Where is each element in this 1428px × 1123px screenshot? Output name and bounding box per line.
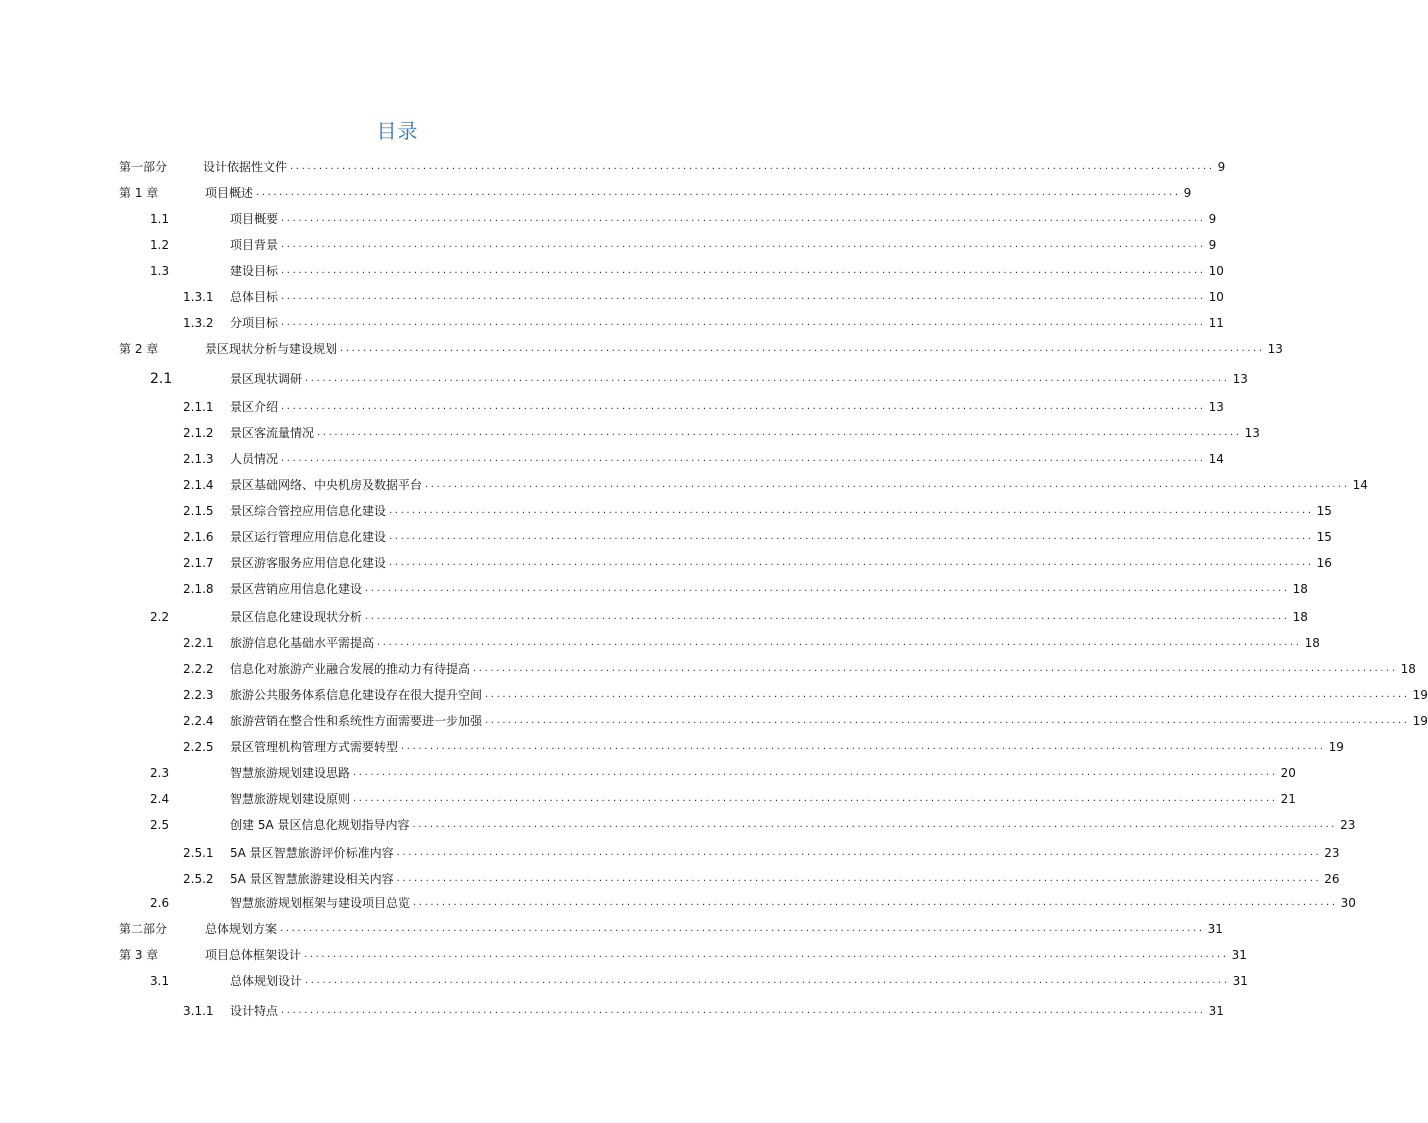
toc-entry[interactable]: [0, 632, 1320, 650]
dot-leader: ................................................................................................................................................................: [401, 741, 1326, 752]
toc-entry-number: 2.2.2: [183, 662, 214, 676]
dot-leader: ................................................................................................................................................................: [389, 505, 1314, 516]
toc-entry[interactable]: [0, 448, 1224, 466]
toc-entry-page: 30: [1340, 896, 1356, 910]
toc-entry-number: 第一部分: [119, 160, 168, 174]
toc-entry-title: 总体规划方案: [205, 922, 278, 936]
dot-leader: ................................................................................................................................................................: [396, 847, 1322, 858]
dot-leader: ................................................................................................................................................................: [377, 637, 1302, 648]
toc-entry-number: 1.1: [150, 212, 170, 226]
dot-leader: ................................................................................................................................................................: [304, 949, 1229, 960]
toc-entry-page: 14: [1208, 452, 1224, 466]
toc-entry-title: 分项目标: [230, 316, 279, 330]
toc-entry-title: 项目总体框架设计: [205, 948, 302, 962]
dot-leader: ................................................................................................................................................................: [290, 161, 1215, 172]
dot-leader: ................................................................................................................................................................: [353, 767, 1278, 778]
toc-entry-title: 总体规划设计: [230, 974, 303, 988]
toc-entry-title: 设计特点: [230, 1004, 279, 1018]
toc-entry[interactable]: [0, 684, 1428, 702]
toc-entry[interactable]: [0, 788, 1296, 806]
toc-entry-page: 18: [1400, 662, 1416, 676]
toc-entry-number: 2.1.3: [183, 452, 214, 466]
toc-entry-number: 2.6: [150, 896, 170, 910]
dot-leader: ................................................................................................................................................................: [305, 975, 1230, 986]
toc-entry-title: 建设目标: [230, 264, 279, 278]
toc-entry-page: 13: [1244, 426, 1260, 440]
toc-entry-page: 18: [1304, 636, 1320, 650]
toc-entry-title: 智慧旅游规划建设原则: [230, 792, 351, 806]
toc-title: 目录: [376, 119, 419, 143]
toc-entry-title: 智慧旅游规划框架与建设项目总览: [230, 896, 411, 910]
toc-entry-page: 19: [1412, 714, 1428, 728]
dot-leader: ................................................................................................................................................................: [485, 715, 1410, 726]
toc-entry[interactable]: [0, 578, 1308, 596]
toc-entry-number: 2.1: [150, 371, 173, 387]
toc-entry-number: 2.2: [150, 610, 170, 624]
toc-entry[interactable]: [0, 260, 1224, 278]
toc-entry-page: 23: [1340, 818, 1356, 832]
toc-entry-page: 13: [1232, 372, 1248, 386]
toc-entry-page: 31: [1232, 974, 1248, 988]
toc-entry[interactable]: [0, 368, 1248, 387]
dot-leader: ................................................................................................................................................................: [281, 239, 1206, 250]
toc-entry-title: 人员情况: [230, 452, 279, 466]
toc-entry-number: 2.1.5: [183, 504, 214, 518]
toc-entry-number: 2.3: [150, 766, 170, 780]
toc-entry-title: 智慧旅游规划建设思路: [230, 766, 351, 780]
toc-entry-page: 15: [1316, 504, 1332, 518]
toc-entry-page: 20: [1280, 766, 1296, 780]
dot-leader: ................................................................................................................................................................: [412, 819, 1338, 830]
toc-entry-number: 第 2 章: [119, 342, 159, 356]
dot-leader: ................................................................................................................................................................: [281, 1005, 1206, 1016]
toc-entry-title: 信息化对旅游产业融合发展的推动力有待提高: [230, 662, 471, 676]
toc-entry[interactable]: [0, 868, 1340, 886]
toc-entry-title: 景区现状调研: [230, 372, 303, 386]
dot-leader: ................................................................................................................................................................: [281, 291, 1206, 302]
toc-entry-title: 景区管理机构管理方式需要转型: [230, 740, 399, 754]
toc-entry-number: 2.1.2: [183, 426, 214, 440]
toc-entry[interactable]: [0, 474, 1368, 492]
dot-leader: ................................................................................................................................................................: [425, 479, 1350, 490]
toc-entry-title: 景区综合管控应用信息化建设: [230, 504, 387, 518]
toc-entry-number: 2.5: [150, 818, 170, 832]
toc-entry-number: 第 3 章: [119, 948, 159, 962]
toc-entry[interactable]: [0, 500, 1332, 518]
toc-entry-title: 旅游营销在整合性和系统性方面需要进一步加强: [230, 714, 483, 728]
dot-leader: ................................................................................................................................................................: [485, 689, 1410, 700]
dot-leader: ................................................................................................................................................................: [281, 401, 1206, 412]
toc-entry[interactable]: [0, 658, 1416, 676]
toc-entry-number: 2.1.7: [183, 556, 214, 570]
toc-entry-page: 18: [1292, 610, 1308, 624]
dot-leader: ................................................................................................................................................................: [413, 897, 1338, 908]
toc-entry-title: 创建 5A 景区信息化规划指导内容: [230, 818, 410, 832]
dot-leader: ................................................................................................................................................................: [396, 873, 1322, 884]
toc-entry-page: 31: [1208, 1004, 1224, 1018]
toc-entry-page: 9: [1217, 160, 1226, 174]
toc-entry-page: 23: [1324, 846, 1340, 860]
toc-entry-page: 21: [1280, 792, 1296, 806]
dot-leader: ................................................................................................................................................................: [353, 793, 1278, 804]
dot-leader: ................................................................................................................................................................: [281, 317, 1206, 328]
dot-leader: ................................................................................................................................................................: [256, 187, 1181, 198]
toc-entry-number: 2.1.1: [183, 400, 214, 414]
toc-entry[interactable]: [0, 312, 1224, 330]
dot-leader: ................................................................................................................................................................: [281, 453, 1206, 464]
toc-entry[interactable]: [0, 396, 1224, 414]
toc-entry-page: 19: [1328, 740, 1344, 754]
toc-entry-number: 2.4: [150, 792, 170, 806]
toc-entry-page: 9: [1208, 238, 1217, 252]
toc-entry-number: 1.3.2: [183, 316, 214, 330]
toc-entry[interactable]: [0, 842, 1340, 860]
toc-entry[interactable]: [0, 208, 1217, 226]
toc-entry-number: 2.2.1: [183, 636, 214, 650]
toc-entry-number: 2.5.1: [183, 846, 214, 860]
dot-leader: ................................................................................................................................................................: [389, 531, 1314, 542]
dot-leader: ................................................................................................................................................................: [389, 557, 1314, 568]
toc-entry-title: 项目概要: [230, 212, 279, 226]
toc-entry-title: 旅游信息化基础水平需提高: [230, 636, 375, 650]
toc-entry-number: 2.5.2: [183, 872, 214, 886]
toc-entry-number: 2.1.4: [183, 478, 214, 492]
toc-entry-page: 31: [1207, 922, 1223, 936]
dot-leader: ................................................................................................................................................................: [281, 213, 1206, 224]
toc-entry-page: 11: [1208, 316, 1224, 330]
toc-entry[interactable]: [0, 762, 1296, 780]
dot-leader: ................................................................................................................................................................: [473, 663, 1398, 674]
toc-entry-title: 景区游客服务应用信息化建设: [230, 556, 387, 570]
toc-entry[interactable]: [0, 814, 1356, 832]
toc-entry-number: 1.3.1: [183, 290, 214, 304]
dot-leader: ................................................................................................................................................................: [280, 923, 1205, 934]
toc-entry[interactable]: [0, 892, 1356, 910]
toc-entry-title: 总体目标: [230, 290, 279, 304]
toc-entry-title: 景区运行管理应用信息化建设: [230, 530, 387, 544]
toc-entry-title: 旅游公共服务体系信息化建设存在很大提升空间: [230, 688, 483, 702]
toc-entry-title: 景区现状分析与建设规划: [205, 342, 338, 356]
toc-entry-page: 9: [1208, 212, 1217, 226]
toc-entry-page: 13: [1267, 342, 1283, 356]
toc-entry-number: 2.2.3: [183, 688, 214, 702]
toc-entry-number: 2.1.8: [183, 582, 214, 596]
toc-entry-number: 2.2.5: [183, 740, 214, 754]
toc-entry-title: 景区客流量情况: [230, 426, 315, 440]
toc-entry-title: 景区营销应用信息化建设: [230, 582, 363, 596]
toc-entry[interactable]: [0, 234, 1217, 252]
toc-entry-page: 16: [1316, 556, 1332, 570]
toc-entry[interactable]: [0, 182, 1192, 200]
toc-entry-page: 14: [1352, 478, 1368, 492]
toc-entry-number: 1.2: [150, 238, 170, 252]
toc-entry[interactable]: [0, 606, 1308, 624]
toc-entry[interactable]: [0, 970, 1248, 988]
toc-entry-title: 项目背景: [230, 238, 279, 252]
toc-entry-number: 3.1: [150, 974, 170, 988]
toc-entry[interactable]: [0, 710, 1428, 728]
toc-entry-number: 第二部分: [119, 922, 168, 936]
toc-entry-title: 项目概述: [205, 186, 254, 200]
toc-entry[interactable]: [0, 526, 1332, 544]
dot-leader: ................................................................................................................................................................: [317, 427, 1242, 438]
toc-entry[interactable]: [0, 1000, 1224, 1018]
toc-entry-title: 景区基础网络、中央机房及数据平台: [230, 478, 423, 492]
dot-leader: ................................................................................................................................................................: [365, 611, 1290, 622]
toc-entry-page: 19: [1412, 688, 1428, 702]
toc-entry-page: 26: [1324, 872, 1340, 886]
toc-entry-page: 9: [1183, 186, 1192, 200]
toc-entry-page: 18: [1292, 582, 1308, 596]
toc-entry-title: 5A 景区智慧旅游评价标准内容: [230, 846, 394, 860]
toc-entry[interactable]: [0, 944, 1247, 962]
toc-entry[interactable]: [0, 552, 1332, 570]
toc-entry-number: 1.3: [150, 264, 170, 278]
dot-leader: ................................................................................................................................................................: [305, 373, 1230, 384]
dot-leader: ................................................................................................................................................................: [340, 343, 1265, 354]
toc-entry-number: 2.1.6: [183, 530, 214, 544]
dot-leader: ................................................................................................................................................................: [365, 583, 1290, 594]
toc-entry[interactable]: [0, 156, 1226, 174]
toc-entry-title: 景区介绍: [230, 400, 279, 414]
toc-entry[interactable]: [0, 338, 1283, 356]
toc-entry-number: 2.2.4: [183, 714, 214, 728]
toc-entry-page: 15: [1316, 530, 1332, 544]
toc-entry-number: 第 1 章: [119, 186, 159, 200]
toc-entry-page: 10: [1208, 264, 1224, 278]
toc-entry[interactable]: [0, 286, 1224, 304]
toc-entry[interactable]: [0, 736, 1344, 754]
toc-entry-page: 13: [1208, 400, 1224, 414]
dot-leader: ................................................................................................................................................................: [281, 265, 1206, 276]
toc-entry-page: 10: [1208, 290, 1224, 304]
toc-entry-title: 5A 景区智慧旅游建设相关内容: [230, 872, 394, 886]
toc-entry-page: 31: [1231, 948, 1247, 962]
toc-entry-number: 3.1.1: [183, 1004, 214, 1018]
toc-entry[interactable]: [0, 918, 1223, 936]
toc-entry[interactable]: [0, 422, 1260, 440]
toc-entry-title: 景区信息化建设现状分析: [230, 610, 363, 624]
toc-entry-title: 设计依据性文件: [203, 160, 288, 174]
